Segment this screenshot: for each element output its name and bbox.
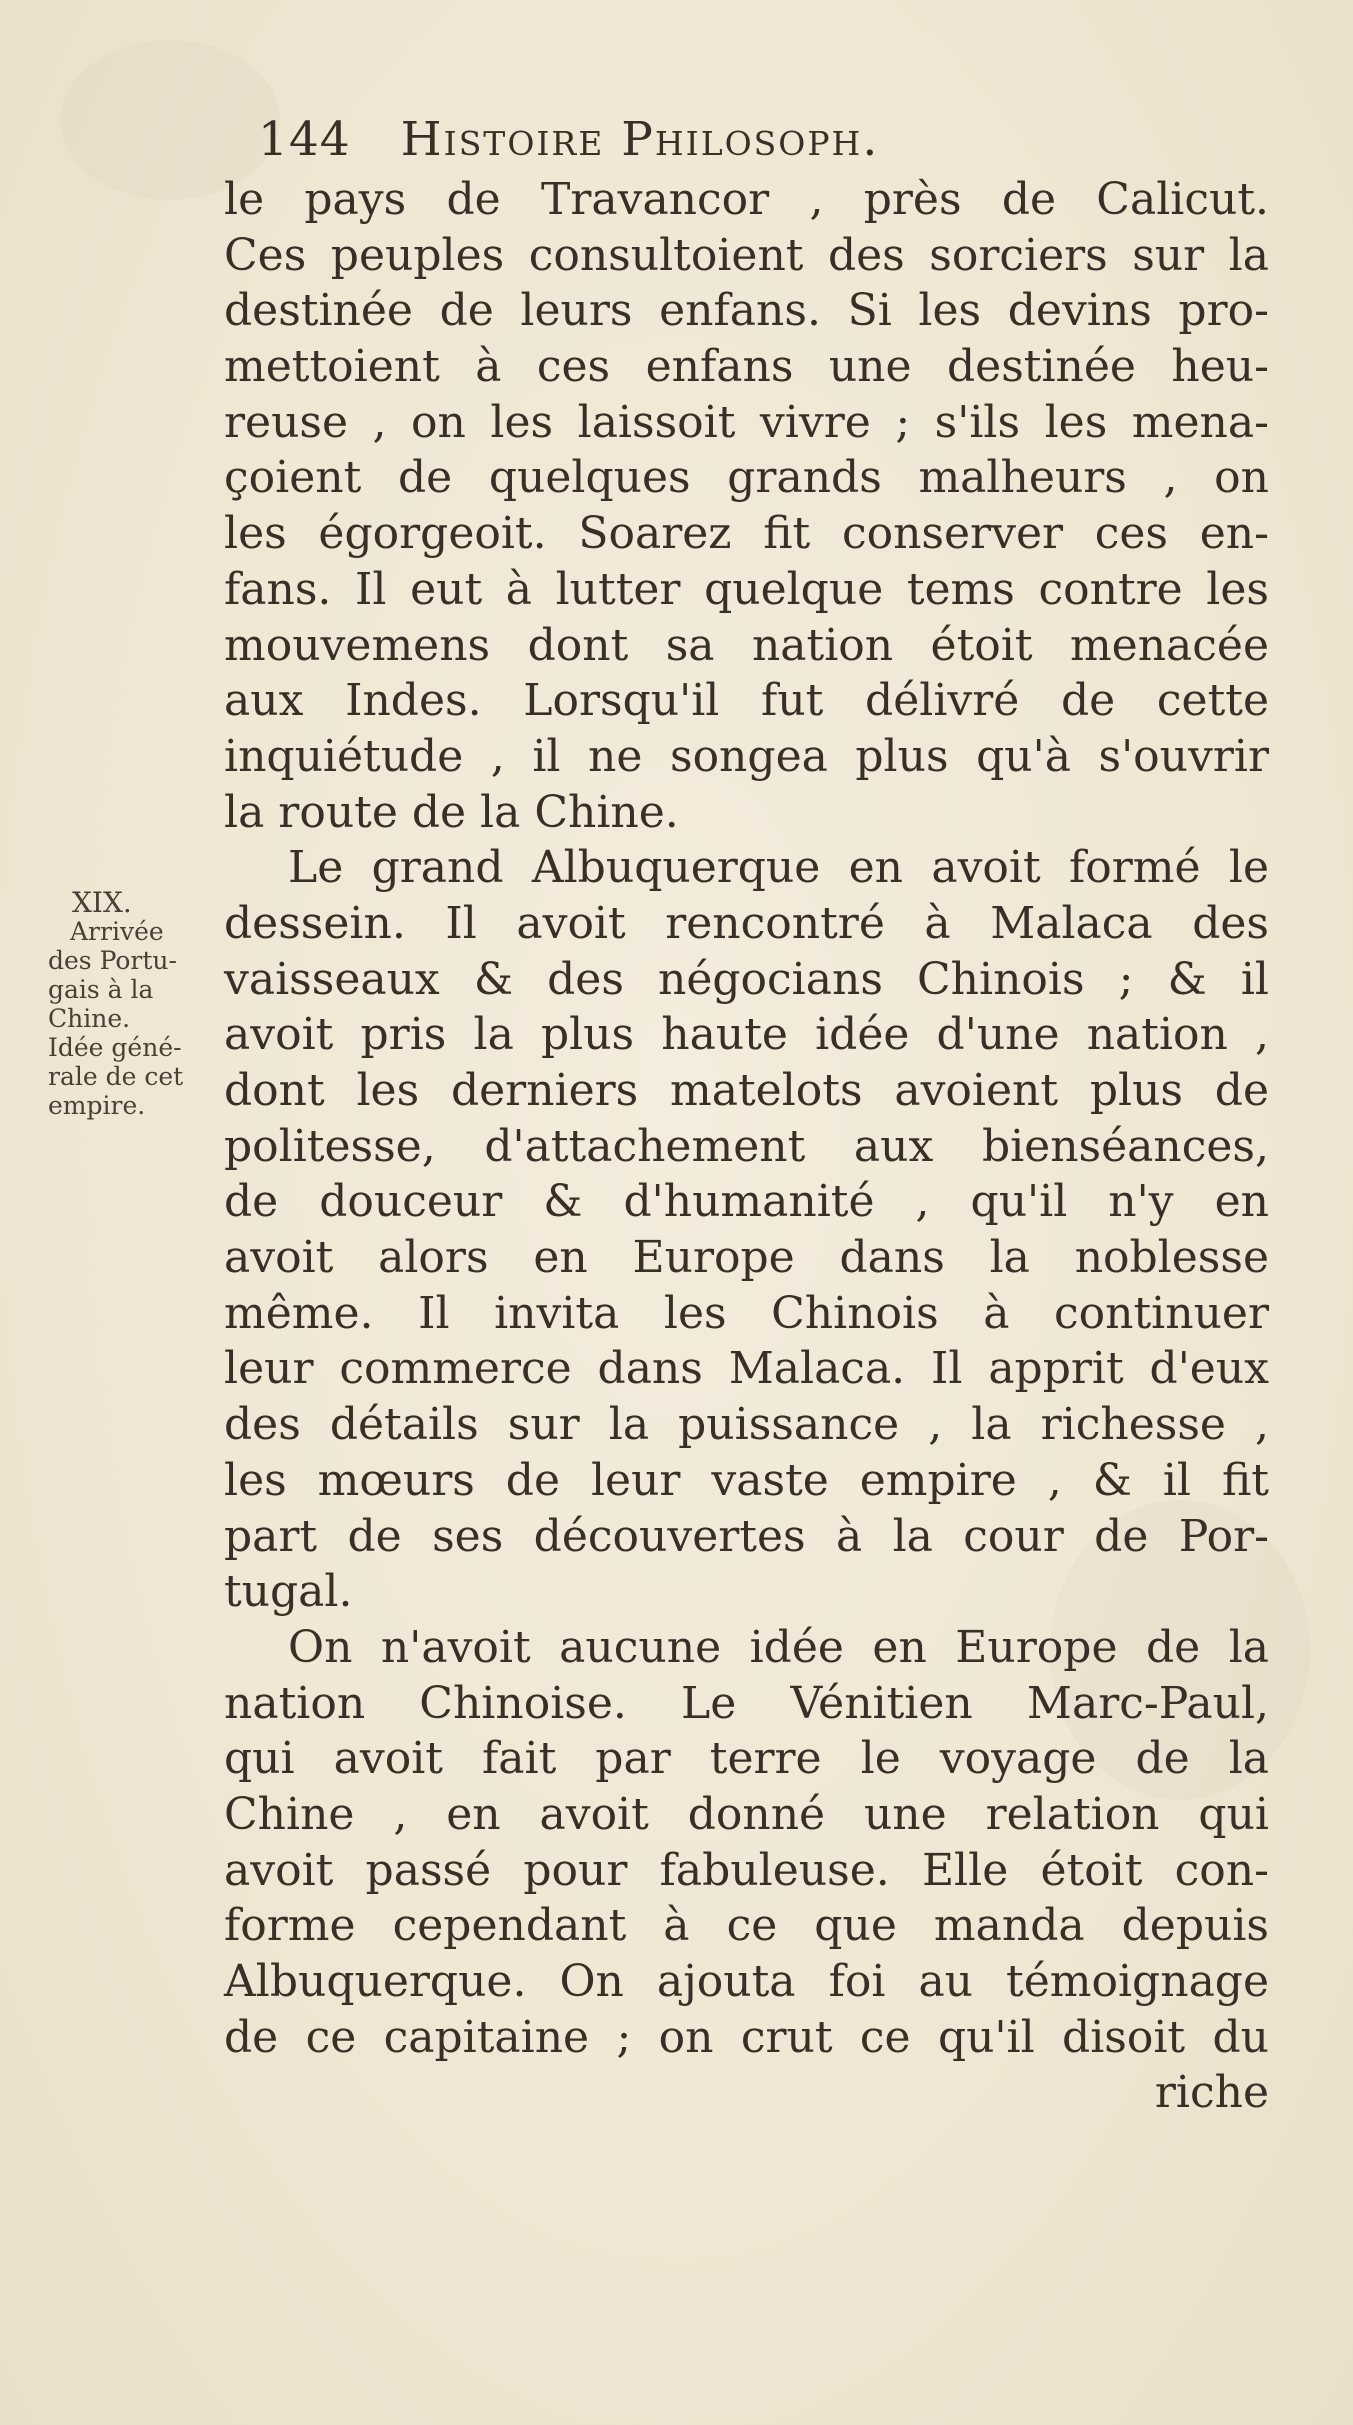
margin-note-number: XIX.: [72, 886, 132, 919]
text-line: le pays de Travancor , près de Calicut.: [224, 174, 1269, 225]
text-line: tugal.: [224, 1566, 353, 1618]
text-line: des détails sur la puissance , la richesse ,: [224, 1399, 1269, 1451]
text-line: avoit passé pour fabuleuse. Elle étoit con-: [224, 1844, 1269, 1896]
margin-note-line: des Portu-: [48, 946, 177, 975]
margin-note-line: Arrivée: [70, 917, 164, 946]
margin-note: [48, 888, 233, 1120]
text-line: part de ses découvertes à la cour de Por-: [224, 1510, 1269, 1562]
text-line: les égorgeoit. Soarez fit conserver ces en-: [224, 508, 1269, 560]
text-line: forme cependant à ce que manda depuis: [224, 1900, 1269, 1952]
text-line: les mœurs de leur vaste empire , & il fit: [224, 1454, 1269, 1506]
text-line: On n'avoit aucune idée en Europe de la: [288, 1621, 1269, 1673]
text-line: Le grand Albuquerque en avoit formé le: [288, 842, 1269, 894]
running-header: [258, 108, 879, 172]
text-line: politesse, d'attachement aux bienséances,: [224, 1120, 1269, 1172]
text-line: aux Indes. Lorsqu'il fut délivré de cette: [224, 675, 1269, 727]
text-line: reuse , on les laissoit vivre ; s'ils les mena-: [224, 396, 1269, 448]
text-line: leur commerce dans Malaca. Il apprit d'eux: [224, 1343, 1269, 1395]
text-line: mouvemens dont sa nation étoit menacée: [224, 619, 1269, 671]
body-text: [224, 172, 1269, 2121]
margin-note-line: gais à la: [48, 975, 154, 1004]
text-line: avoit alors en Europe dans la noblesse: [224, 1232, 1269, 1284]
text-line: dont les derniers matelots avoient plus de: [224, 1065, 1269, 1116]
margin-note-line: empire.: [48, 1091, 146, 1120]
text-line: la route de la Chine.: [224, 786, 679, 838]
text-line: fans. Il eut à lutter quelque tems contre les: [224, 563, 1269, 615]
text-line: Ces peuples consultoient des sorciers sur la: [224, 229, 1269, 281]
text-line: destinée de leurs enfans. Si les devins pro-: [224, 285, 1269, 337]
text-line: vaisseaux & des négocians Chinois ; & il: [224, 953, 1269, 1005]
text-line: nation Chinoise. Le Vénitien Marc-Paul,: [224, 1677, 1269, 1729]
catchword: riche: [1154, 2067, 1269, 2119]
text-line: avoit pris la plus haute idée d'une nation ,: [224, 1009, 1269, 1061]
margin-note-line: rale de cet: [48, 1062, 184, 1091]
page-number: 144: [258, 112, 351, 167]
text-line: de ce capitaine ; on crut ce qu'il disoit du: [224, 2011, 1269, 2063]
running-title: Histoire Philosoph.: [400, 112, 880, 167]
text-line: Albuquerque. On ajouta foi au témoignage: [224, 1956, 1269, 2007]
text-line: çoient de quelques grands malheurs , on: [224, 452, 1269, 504]
text-line: dessein. Il avoit rencontré à Malaca des: [224, 897, 1269, 949]
text-line: qui avoit fait par terre le voyage de la: [224, 1733, 1269, 1785]
margin-note-line: Idée géné-: [48, 1033, 182, 1062]
text-line: Chine , en avoit donné une relation qui: [224, 1788, 1269, 1840]
text-line: de douceur & d'humanité , qu'il n'y en: [224, 1176, 1269, 1228]
text-line: mettoient à ces enfans une destinée heu-: [224, 341, 1269, 393]
text-line: inquiétude , il ne songea plus qu'à s'ouvrir: [224, 730, 1269, 782]
text-line: même. Il invita les Chinois à continuer: [224, 1287, 1269, 1339]
margin-note-line: Chine.: [48, 1004, 131, 1033]
